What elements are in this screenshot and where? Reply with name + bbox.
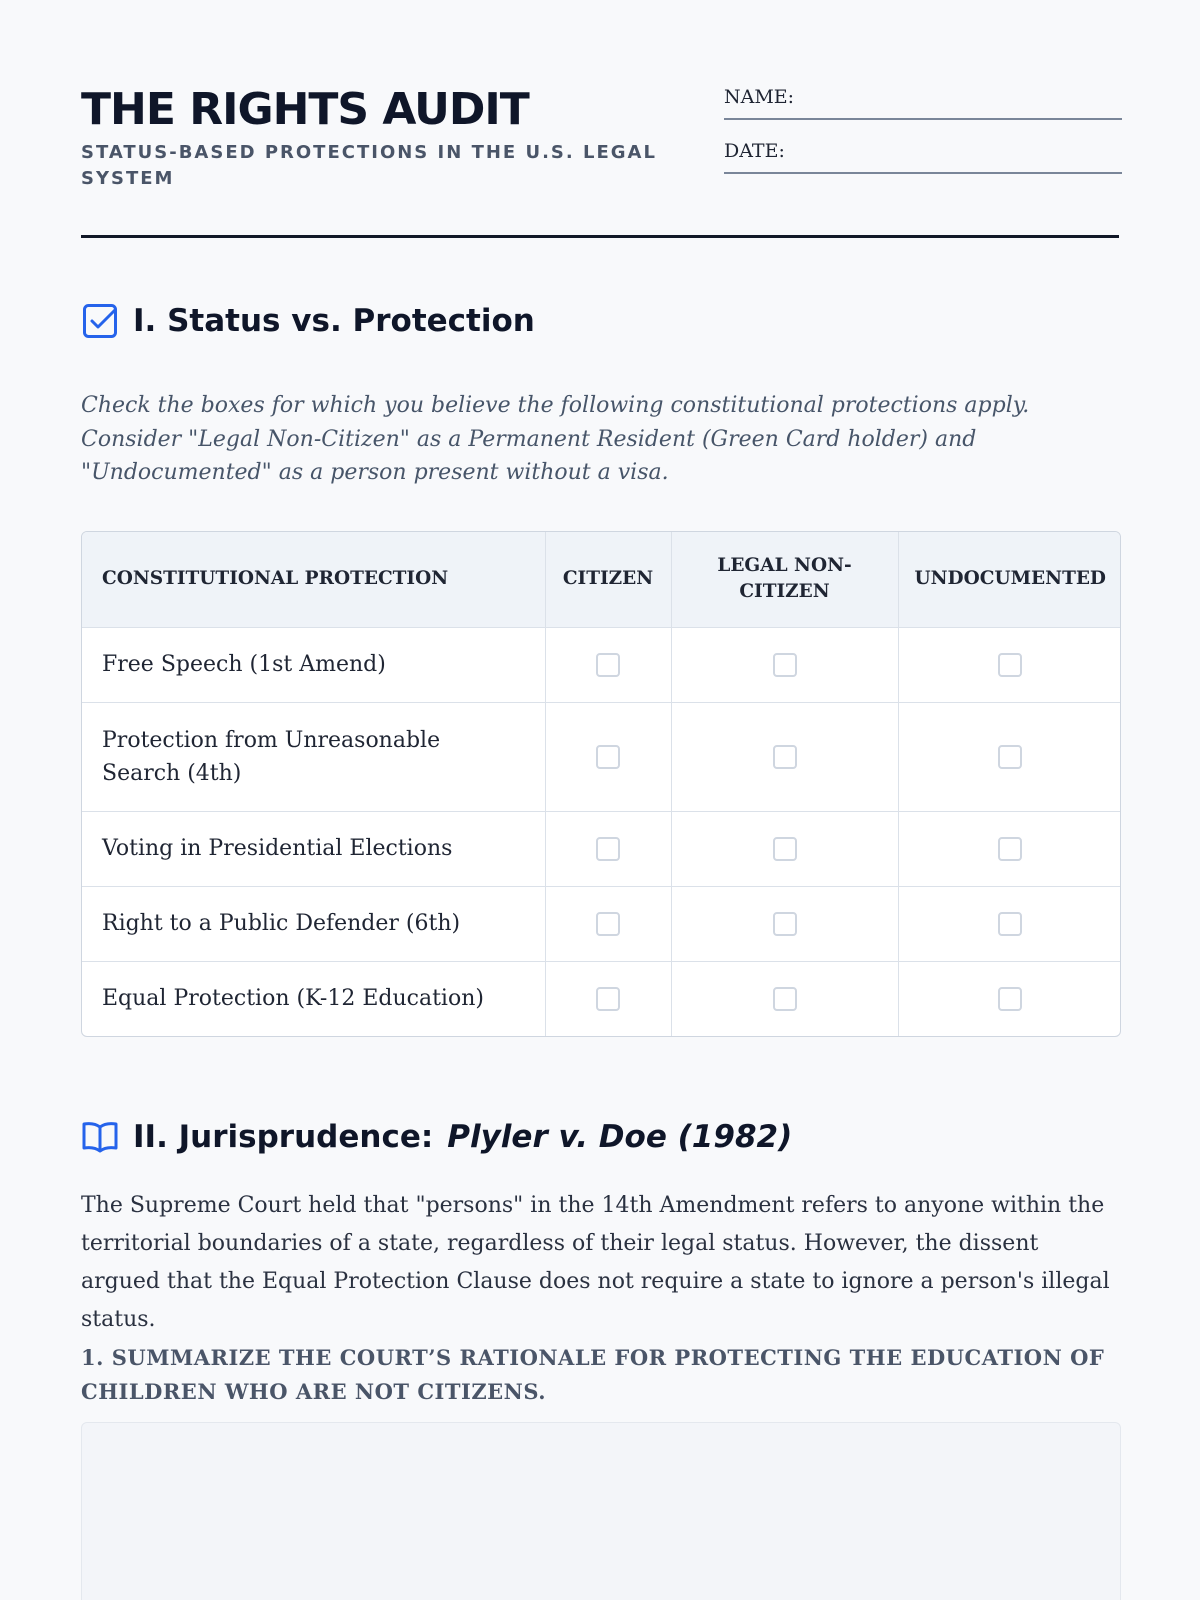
- section-1-instructions: Check the boxes for which you believe the following constitutional protections apply. Consider "Legal Non-Citizen" as a Permanent Resident (Green Card holder) and "Undocumented" as a person present without a visa.: [81, 393, 1030, 485]
- table-row: [82, 811, 1121, 886]
- meta-fields: [724, 86, 1122, 194]
- section-2-heading: [81, 1118, 792, 1156]
- section-2-title: II. Jurisprudence:: [133, 1119, 434, 1155]
- table-row: [82, 627, 1121, 702]
- date-label: DATE:: [724, 140, 785, 162]
- legal-non-citizen-checkbox[interactable]: [773, 653, 797, 677]
- question-1: 1. SUMMARIZE THE COURT’S RATIONALE FOR PROTECTING THE EDUCATION OF CHILDREN WHO ARE NOT CITIZENS.: [81, 1345, 1105, 1404]
- citizen-checkbox[interactable]: [596, 653, 620, 677]
- date-field[interactable]: [724, 140, 1122, 174]
- legal-non-citizen-checkbox[interactable]: [773, 745, 797, 769]
- undocumented-checkbox[interactable]: [998, 987, 1022, 1011]
- table-row: [82, 702, 1121, 811]
- legal-non-citizen-checkbox[interactable]: [773, 837, 797, 861]
- case-summary: The Supreme Court held that "persons" in the 14th Amendment refers to anyone within the territorial boundaries of a state, regardless of their legal status. However, the dissent argued that the Equal Protection Clause does not require a state to ignore a person's illegal status.: [81, 1193, 1110, 1332]
- page-subtitle: STATUS-BASED PROTECTIONS IN THE U.S. LEGAL SYSTEM: [81, 142, 657, 189]
- legal-non-citizen-checkbox[interactable]: [773, 912, 797, 936]
- page-title: THE RIGHTS AUDIT: [81, 84, 529, 135]
- protections-table: [81, 531, 1121, 1037]
- checkbox-icon: [81, 302, 119, 340]
- protection-label: Right to a Public Defender (6th): [82, 886, 545, 961]
- undocumented-checkbox[interactable]: [998, 837, 1022, 861]
- header-legal-non-citizen: LEGAL NON-CITIZEN: [671, 532, 898, 627]
- protection-label: Voting in Presidential Elections: [82, 811, 545, 886]
- open-book-icon: [81, 1118, 119, 1156]
- header-undocumented: UNDOCUMENTED: [898, 532, 1121, 627]
- citizen-checkbox[interactable]: [596, 837, 620, 861]
- undocumented-checkbox[interactable]: [998, 653, 1022, 677]
- header-protection: CONSTITUTIONAL PROTECTION: [82, 532, 545, 627]
- table-header-row: [82, 532, 1121, 627]
- answer-box[interactable]: [81, 1422, 1121, 1600]
- citizen-checkbox[interactable]: [596, 912, 620, 936]
- table-row: [82, 886, 1121, 961]
- table-row: [82, 961, 1121, 1036]
- protection-label: Free Speech (1st Amend): [82, 627, 545, 702]
- protection-label: Protection from Unreasonable Search (4th): [82, 702, 545, 811]
- header: [81, 0, 1119, 238]
- header-citizen: CITIZEN: [545, 532, 671, 627]
- case-name: Plyler v. Doe (1982): [447, 1119, 793, 1155]
- legal-non-citizen-checkbox[interactable]: [773, 987, 797, 1011]
- section-1-title: I. Status vs. Protection: [133, 303, 535, 339]
- section-1-heading: [81, 302, 535, 340]
- name-field[interactable]: [724, 86, 1122, 120]
- undocumented-checkbox[interactable]: [998, 912, 1022, 936]
- name-label: NAME:: [724, 86, 795, 108]
- protection-label: Equal Protection (K-12 Education): [82, 961, 545, 1036]
- undocumented-checkbox[interactable]: [998, 745, 1022, 769]
- citizen-checkbox[interactable]: [596, 987, 620, 1011]
- citizen-checkbox[interactable]: [596, 745, 620, 769]
